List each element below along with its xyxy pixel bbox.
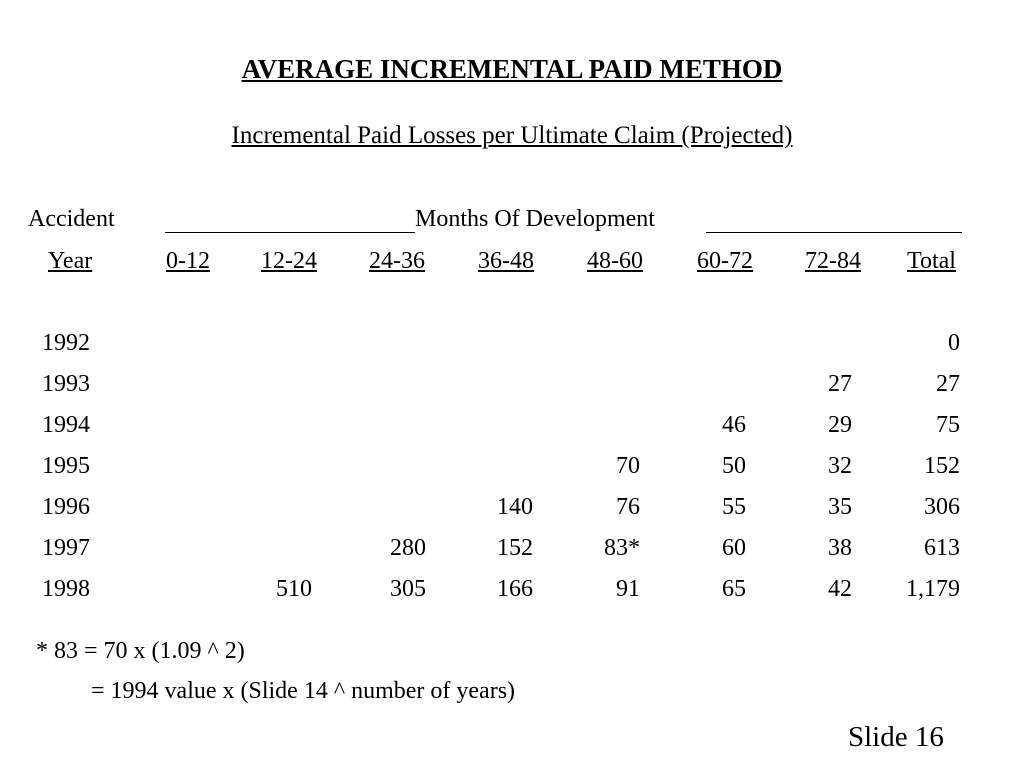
header-rule-right (706, 232, 962, 233)
table-cell: 27 (936, 371, 960, 397)
table-cell: 510 (276, 576, 312, 602)
table-cell: 35 (828, 494, 852, 520)
row-year: 1996 (42, 494, 90, 520)
table-cell: 55 (722, 494, 746, 520)
row-year: 1995 (42, 453, 90, 479)
column-header: 36-48 (478, 248, 534, 274)
column-header: 12-24 (261, 248, 317, 274)
table-cell: 280 (390, 535, 426, 561)
column-header: 72-84 (805, 248, 861, 274)
footnote-1: * 83 = 70 x (1.09 ^ 2) (36, 638, 245, 664)
row-year: 1993 (42, 371, 90, 397)
row-year: 1998 (42, 576, 90, 602)
table-cell: 27 (828, 371, 852, 397)
table-cell: 38 (828, 535, 852, 561)
header-rule-left (165, 232, 415, 233)
table-cell: 83* (604, 535, 640, 561)
table-cell: 1,179 (906, 576, 960, 602)
row-year: 1997 (42, 535, 90, 561)
table-cell: 140 (497, 494, 533, 520)
table-cell: 0 (948, 330, 960, 356)
table-cell: 613 (924, 535, 960, 561)
table-cell: 50 (722, 453, 746, 479)
table-cell: 152 (497, 535, 533, 561)
table-cell: 60 (722, 535, 746, 561)
page-subtitle: Incremental Paid Losses per Ultimate Claim (Projected) (231, 122, 793, 149)
header-year: Year (48, 248, 93, 274)
column-header: Total (907, 248, 956, 274)
table-cell: 32 (828, 453, 852, 479)
table-cell: 76 (616, 494, 640, 520)
table-cell: 65 (722, 576, 746, 602)
table-cell: 70 (616, 453, 640, 479)
row-year: 1994 (42, 412, 90, 438)
table-cell: 29 (828, 412, 852, 438)
footnote-2: = 1994 value x (Slide 14 ^ number of years) (91, 678, 516, 704)
column-header: 60-72 (697, 248, 753, 274)
table-cell: 152 (924, 453, 960, 479)
table-cell: 305 (390, 576, 426, 602)
table-cell: 75 (936, 412, 960, 438)
table-cell: 91 (616, 576, 640, 602)
page-title: AVERAGE INCREMENTAL PAID METHOD (241, 54, 783, 84)
column-header: 0-12 (166, 248, 210, 274)
table-cell: 46 (722, 412, 746, 438)
table-cell: 306 (924, 494, 960, 520)
row-year: 1992 (42, 330, 90, 356)
table-cell: 42 (828, 576, 852, 602)
column-header: 24-36 (369, 248, 425, 274)
column-header: 48-60 (587, 248, 643, 274)
header-accident: Accident (28, 206, 115, 232)
table-cell: 166 (497, 576, 533, 602)
header-months-of-development: Months Of Development (415, 206, 655, 232)
slide-number: Slide 16 (848, 721, 944, 753)
